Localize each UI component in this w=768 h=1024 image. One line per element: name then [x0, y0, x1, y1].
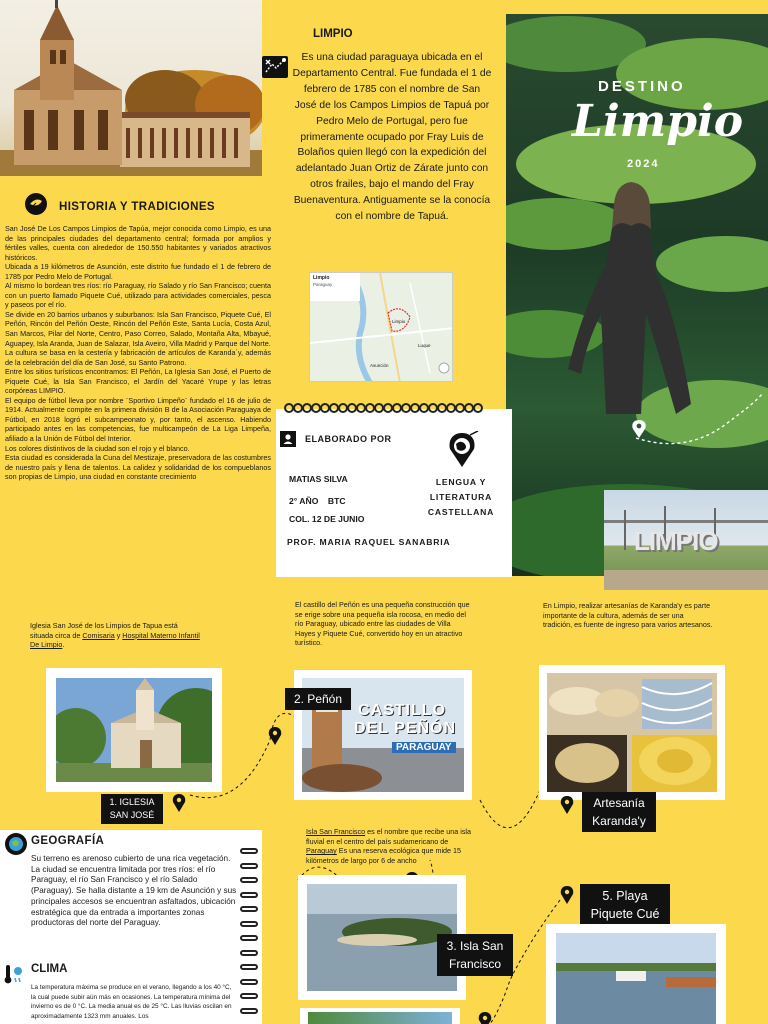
cover-script-title: Limpio	[572, 96, 744, 147]
compass-icon	[262, 56, 288, 78]
link-isla[interactable]: Isla San Francisco	[306, 827, 366, 836]
penon-sign-1: CASTILLO	[358, 702, 446, 719]
clima-text: La temperatura máxima se produce en el verano, llegando a los 40 °C, la cual puede subir aún más en ocasiones. La temperatura mínima del invierno es de 0 °C. La media anual es de 25 °C. Las lluvias oscilan en aproximadamente 1323 mm anuales. Los	[31, 984, 232, 1020]
map-place-2: Luque	[418, 343, 431, 348]
bottom-photo	[300, 1008, 460, 1024]
person-icon	[280, 431, 296, 447]
stop-4-text: Artesanía Karanda'y	[592, 796, 646, 828]
geografia-heading: GEOGRAFÍA	[31, 835, 105, 847]
limpio-title: LIMPIO	[313, 28, 353, 40]
credits-teacher: PROF. MARIA RAQUEL SANABRIA	[287, 537, 451, 547]
geografia-card	[0, 830, 262, 1024]
credits-subject: LENGUA Y LITERATURA CASTELLANA	[427, 477, 495, 517]
stop-2-label	[285, 688, 351, 710]
credits-heading: ELABORADO POR	[305, 434, 392, 444]
penon-sign-3: PARAGUAY	[392, 742, 456, 753]
dashed-path-icon	[626, 394, 766, 454]
link-paraguay[interactable]: Paraguay	[306, 846, 337, 856]
caption-iglesia-mid: y	[114, 630, 123, 640]
map-search-label: Limpio	[313, 275, 330, 281]
limpio-intro-text: Es una ciudad paraguaya ubicada en el Departamento Central. Fue fundada el 1 de febrero de 1785 con el nombre de San José de los Campos Limpios de Tapuá por Pedro Melo de Portugal, pero fue primeramente ocupado por Fray Luis de Bolaños quien llegó con la expedición del adelantado Juan Ortiz de Zárate junto con otros frailes, bajo el mando del Fray Buenaventura. Antiguamente se la conocía con el nombre de Tapuá.	[292, 52, 492, 223]
caption-isla	[306, 827, 478, 865]
geografia-text: Su terreno es arenoso cubierto de una rica vegetación. La ciudad se encuentra limitada por tres ríos: el río Paraguay, el río San Francisco y el río Salado (Paraguay). Se halla distante a 19 km de Asunción y sus principales accesos se encuentran asfaltados, ubicación estratégica que da entrada a importantes zonas productoras del norte del Paraguay.	[31, 854, 237, 928]
stop-4-label	[582, 792, 656, 832]
historia-p9: Esta ciudad es considerada la Cuna del Mestizaje, preservadora de las costumbres de nuestro país y llena de talentos. La calidez y solidaridad de los compueblanos son propias de Limpio, una ciudad en constante crecimiento	[5, 453, 271, 482]
map-sub-label: Paraguay	[313, 282, 333, 287]
cover-year: 2024	[627, 158, 660, 170]
playa-photo	[546, 924, 726, 1024]
credits-name: MATIAS SILVA	[289, 474, 348, 484]
historia-p4: Se divide en 20 barrios urbanos y suburbanos: Isla San Francisco, Piquete Cué, El Peñón, Rincón del Peñón Oeste, Rincón del Peñón Este, Santa Lucía, Costa Azul, San Marcos, Pilar del Norte, Centro, Paso Correo, Salado, Montaña Alta, Mbayué, Aguapey, Isla Aranda, Juan de Salazar, Isla Aveiro, Villa Madrid y Parque del Norte.	[5, 309, 271, 348]
notebook-binding	[284, 403, 482, 413]
historia-p5: La cultura se basa en la cestería y fabricación de artículos de Karanda´y, además de la celebración del día de San José, su Santo Patrono.	[5, 348, 271, 367]
credits-card	[276, 409, 512, 577]
stop-3-label	[437, 934, 513, 976]
map-place-1: Limpio	[392, 319, 406, 324]
stop-1-text: 1. IGLESIA SAN JOSÉ	[109, 797, 155, 820]
caption-iglesia-post: .	[62, 640, 65, 650]
limpio-sign-photo	[604, 490, 768, 590]
map-image[interactable]	[309, 272, 453, 382]
side-binding	[240, 848, 260, 1024]
pin-4-icon	[560, 796, 574, 814]
pin-5-icon	[560, 886, 574, 904]
penon-sign-2: DEL PEÑÓN	[354, 720, 457, 737]
caption-penon: El castillo del Peñón es una pequeña construcción que se erige sobre una pequeña isla rocosa, en medio del río Paraguay, ubicado entre las ciudades de Villa Hayes y Piquete Cué, convertido hoy en un atractivo turístico.	[295, 600, 470, 648]
map-place-3: Asunción	[370, 363, 389, 368]
globe-pin-icon	[444, 431, 480, 469]
caption-isla-mid: es el nombre que recibe una isla fluvial en el centro del país sudamericano de	[306, 827, 472, 846]
caption-isla-post: Es una reserva ecológica que mide 15 kilómetros de largo por 6 de ancho	[306, 846, 462, 865]
pin-bottom-icon	[478, 1012, 492, 1024]
historia-p7: El equipo de fútbol lleva por nombre ¨Sportivo Limpeño¨ fundado el 16 de julio de 1914. Actualmente compite en la primera división B de la Asociación Paraguaya de Fútbol, en 2018 logró el subcampeonato y, por tanto, el ascenso. Habiendo participado antes en las competencias, fue multicampeón de La Liga Limpeña, afiliado a la Unión de Fútbol del Interior.	[5, 395, 271, 444]
historia-heading: HISTORIA Y TRADICIONES	[59, 201, 215, 213]
stop-1-label	[101, 794, 163, 824]
historia-p1: San José De Los Campos Limpios de Tapúa, mejor conocida como Limpio, es una de las principales ciudades del departamento central; formada por amplios y fértiles valles, cuenta con alrededor de 150.550 habitantes y variados atractivos históricos.	[5, 224, 271, 262]
cover-destino: DESTINO	[598, 78, 686, 95]
caption-artesania: En Limpio, realizar artesanías de Karanda'y es parte importante de la cultura, además de ser una tradición, es fuente de ingreso para varios artesanos.	[543, 601, 713, 630]
credits-course: 2° AÑO BTC	[289, 496, 346, 506]
caption-iglesia	[30, 621, 202, 650]
artesania-photo	[539, 665, 725, 800]
stop-5-text: 5. Playa Piquete Cué	[590, 889, 660, 921]
link-comisaria[interactable]: Comisaria	[82, 630, 115, 640]
limpio-sign-letters: LIMPIO	[634, 526, 718, 556]
stop-3-text: 3. Isla San Francisco	[446, 939, 504, 971]
historia-p3: Al mismo lo bordean tres ríos: río Paraguay, río Salado y río San Francisco; cuenta con un puerto llamado Piquete Cué, utilizado para actividades comerciales, pesca y paseos por el río.	[5, 281, 271, 310]
stop-5-label	[580, 884, 670, 926]
globe-icon	[5, 833, 27, 855]
historia-p6: Entre los sitios turísticos encontramos: El Peñón, La Iglesia San José, el Puerto de Piquete Cué, la Isla San Francisco, el Jardín del Yacaré Yrupe y las letras corpóreas LIMPIO.	[5, 367, 271, 396]
leaf-icon	[25, 193, 47, 215]
historia-body	[5, 224, 271, 482]
link-hospital[interactable]: Hospital Materno Infantil De Limpio	[30, 630, 200, 650]
church-painting	[0, 0, 262, 176]
stop-2-text: 2. Peñón	[293, 692, 343, 706]
historia-p8: Los colores distintivos de la ciudad son el rojo y el blanco.	[5, 443, 190, 453]
caption-iglesia-pre: Iglesia San José de los Limpios de Tapua está situada circa de	[30, 621, 178, 640]
pin-2-icon	[268, 727, 282, 745]
credits-col: COL. 12 DE JUNIO	[289, 514, 365, 524]
clima-icon	[3, 963, 25, 985]
clima-heading: CLIMA	[31, 963, 68, 975]
historia-p2: Ubicada a 19 kilómetros de Asunción, este distrito fue fundado el 1 de febrero de 1785 por Pedro Melo de Portugal.	[5, 262, 271, 281]
